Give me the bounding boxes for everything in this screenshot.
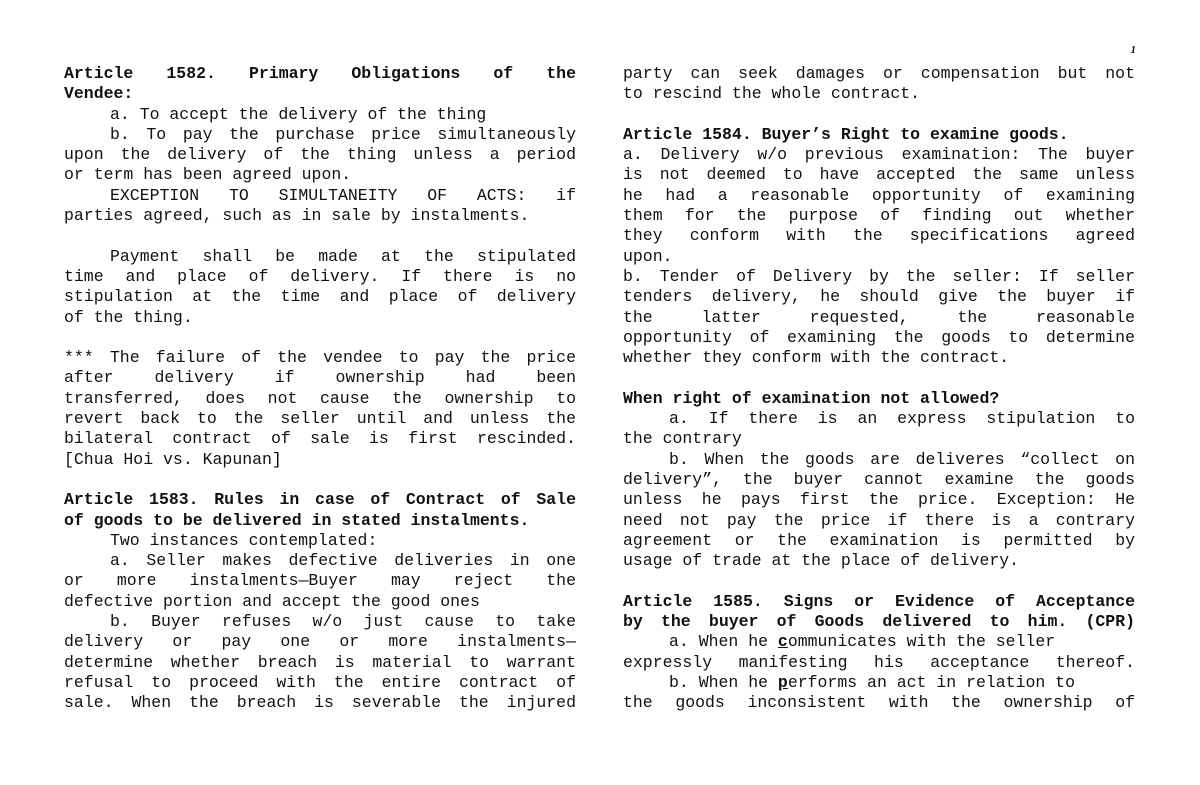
instance-a-line3: defective portion and accept the good ones — [64, 591, 480, 611]
instance-a-line2: or more instalments—Buyer may reject the — [64, 571, 576, 591]
instances-intro: Two instances contemplated: — [110, 530, 378, 550]
article-1583-heading-cont: of goods to be delivered in stated instalments. — [64, 510, 530, 530]
not-allowed-b-line6: usage of trade at the place of delivery. — [623, 551, 1020, 571]
examination-a-line2: is not deemed to have accepted the same unless — [623, 165, 1135, 185]
examination-b-line5: whether they conform with the contract. — [623, 348, 1010, 368]
note-citation: [Chua Hoi vs. Kapunan] — [64, 449, 282, 469]
acceptance-a-rest: ommunicates with the seller — [787, 632, 1056, 652]
article-1585-heading: Article 1585. Signs or Evidence of Acceptance — [623, 591, 1135, 611]
obligation-b-line2: upon the delivery of the thing unless a period — [64, 145, 576, 165]
right-column — [623, 64, 1135, 714]
instance-b-line4: refusal to proceed with the entire contract of — [64, 672, 576, 692]
continuation-line1: party can seek damages or compensation but not — [623, 64, 1135, 83]
examination-a-line3: he had a reasonable opportunity of examining — [623, 185, 1135, 205]
examination-a-line6: upon. — [623, 246, 673, 266]
article-1582-heading-cont: Vendee: — [64, 84, 134, 104]
obligation-a: a. To accept the delivery of the thing — [110, 104, 487, 124]
cpr-tag: (CPR) — [1085, 612, 1135, 632]
examination-not-allowed-heading: When right of examination not allowed? — [623, 388, 1000, 408]
article-1585-heading-cont-bold: by the buyer of Goods delivered to him. — [623, 612, 1068, 632]
examination-a-line4: them for the purpose of finding out whether — [623, 206, 1135, 226]
acceptance-b-line1 — [623, 673, 1135, 693]
acceptance-b-prefix: b. When he — [669, 672, 778, 692]
examination-b-line2: tenders delivery, he should give the buyer if — [623, 287, 1135, 307]
not-allowed-a-line1: a. If there is an express stipulation to — [669, 409, 1135, 429]
note-line5: bilateral contract of sale is first rescinded. — [64, 429, 576, 449]
spacer — [623, 571, 1135, 591]
payment-line1: Payment shall be made at the stipulated — [110, 246, 576, 266]
spacer — [64, 470, 576, 490]
not-allowed-b-line2: delivery”, the buyer cannot examine the goods — [623, 469, 1135, 489]
payment-line4: of the thing. — [64, 307, 193, 327]
not-allowed-b-line3: unless he pays first the price. Exception: He — [623, 490, 1135, 510]
acceptance-b-rest: erforms an act in relation to — [787, 672, 1075, 692]
note-line1: *** The failure of the vendee to pay the price — [64, 348, 576, 368]
note-line4: revert back to the seller until and unless the — [64, 409, 576, 429]
spacer — [64, 226, 576, 246]
article-1584-heading: Article 1584. Buyer’s Right to examine goods. — [623, 124, 1069, 144]
not-allowed-b-line1: b. When the goods are deliveres “collect on — [669, 449, 1135, 469]
page-number: 1 — [1130, 44, 1136, 56]
examination-b-line3: the latter requested, the reasonable — [623, 307, 1135, 327]
spacer — [623, 105, 1135, 125]
exception-line1: EXCEPTION TO SIMULTANEITY OF ACTS: if — [110, 185, 576, 205]
instance-b-line2: delivery or pay one or more instalments— — [64, 632, 576, 652]
acceptance-a-prefix: a. When he — [669, 632, 778, 652]
examination-b-line4: opportunity of examining the goods to determine — [623, 327, 1135, 347]
note-line2: after delivery if ownership had been — [64, 368, 576, 388]
not-allowed-b-line5: agreement or the examination is permitted by — [623, 530, 1135, 550]
acceptance-a-line2: expressly manifesting his acceptance thereof. — [623, 652, 1135, 672]
obligation-b-line1: b. To pay the purchase price simultaneously — [110, 124, 576, 144]
obligation-b-line3: or term has been agreed upon. — [64, 165, 352, 185]
exception-line2: parties agreed, such as in sale by instalments. — [64, 206, 530, 226]
left-column — [64, 64, 576, 714]
article-1585-heading-cont — [623, 612, 1135, 632]
instance-a-line1: a. Seller makes defective deliveries in one — [110, 551, 576, 571]
instance-b-line5: sale. When the breach is severable the injured — [64, 693, 576, 713]
examination-a-line5: they conform with the specifications agreed — [623, 226, 1135, 246]
note-line3: transferred, does not cause the ownership to — [64, 388, 576, 408]
instance-b-line1: b. Buyer refuses w/o just cause to take — [110, 612, 576, 632]
acceptance-b-line2: the goods inconsistent with the ownership of — [623, 693, 1135, 713]
spacer — [64, 328, 576, 348]
article-1583-heading: Article 1583. Rules in case of Contract of Sale — [64, 490, 576, 510]
not-allowed-b-line4: need not pay the price if there is a contrary — [623, 510, 1135, 530]
instance-b-line3: determine whether breach is material to warrant — [64, 652, 576, 672]
not-allowed-a-line2: the contrary — [623, 429, 742, 449]
acceptance-a-mnemonic: c — [777, 632, 788, 652]
spacer — [623, 368, 1135, 388]
payment-line2: time and place of delivery. If there is no — [64, 266, 576, 286]
acceptance-a-line1 — [623, 632, 1135, 652]
acceptance-b-mnemonic: p — [777, 672, 788, 692]
examination-b-line1: b. Tender of Delivery by the seller: If seller — [623, 266, 1135, 286]
examination-a-line1: a. Delivery w/o previous examination: The buyer — [623, 145, 1135, 165]
article-1582-heading: Article 1582. Primary Obligations of the — [64, 64, 576, 83]
payment-line3: stipulation at the time and place of delivery — [64, 287, 576, 307]
continuation-line2: to rescind the whole contract. — [623, 84, 921, 104]
